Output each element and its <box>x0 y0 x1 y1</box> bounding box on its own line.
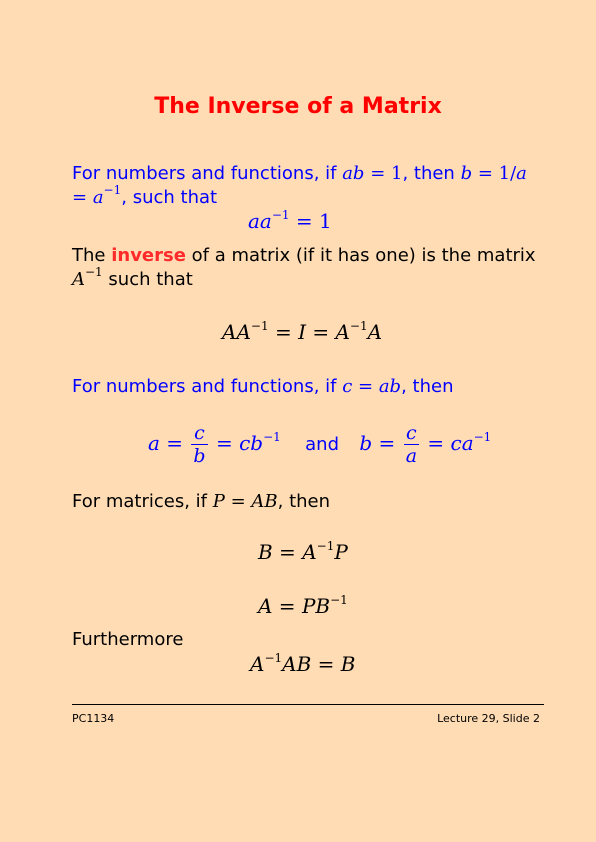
and-word: and <box>305 434 340 455</box>
p1-line2-end: , such that <box>121 187 218 208</box>
footer-slide-number: Lecture 29, Slide 2 <box>437 712 540 725</box>
paragraph-matrices-product: For matrices, if P = AB, then <box>72 491 331 512</box>
p4-prefix: For matrices, if <box>72 491 213 512</box>
equation-inverse-cancel: $A^{-1}AB = B$ <box>250 651 356 676</box>
formula-ab-equals-1: ab <box>342 163 365 184</box>
p1-mid: , then <box>402 163 461 184</box>
p4-suffix: , then <box>277 491 331 512</box>
paragraph-matrix-inverse-line2: $A^{-1}$ such that <box>72 265 193 290</box>
p1-prefix: For numbers and functions, if <box>72 163 343 184</box>
paragraph-numbers-inverse-line2: = $a^{-1}$, such that <box>72 183 218 208</box>
footer-divider <box>72 704 544 705</box>
equation-identity: $AA^{-1} = I = A^{-1}A$ <box>222 319 383 344</box>
slide-title: The Inverse of a Matrix <box>154 94 442 119</box>
equation-fractions: a = $\frac{c}{b}$ = $cb^{-1}$ and b = $\frac{c}{a}$ = $ca^{-1}$ <box>148 422 492 467</box>
p2-suffix: of a matrix (if it has one) is the matrix <box>185 245 536 266</box>
p3-prefix: For numbers and functions, if <box>72 376 343 397</box>
paragraph-furthermore: Furthermore <box>72 629 184 650</box>
p2-prefix: The <box>72 245 112 266</box>
equation-a-times-a-inverse: $aa^{-1} = 1$ <box>248 208 332 233</box>
footer-course-code: PC1134 <box>72 712 115 725</box>
paragraph-numbers-inverse: For numbers and functions, if ab = 1, then b = 1/a <box>72 163 527 184</box>
equation-a-solution: $A = PB^{-1}$ <box>258 593 348 618</box>
equation-b-solution: $B = A^{-1}P$ <box>258 539 348 564</box>
keyword-inverse: inverse <box>111 245 186 266</box>
paragraph-matrix-inverse-definition <box>72 244 542 268</box>
paragraph-numbers-product: For numbers and functions, if c = ab, then <box>72 376 454 397</box>
p2-line2-end: such that <box>102 269 193 290</box>
p3-suffix: , then <box>401 376 454 397</box>
